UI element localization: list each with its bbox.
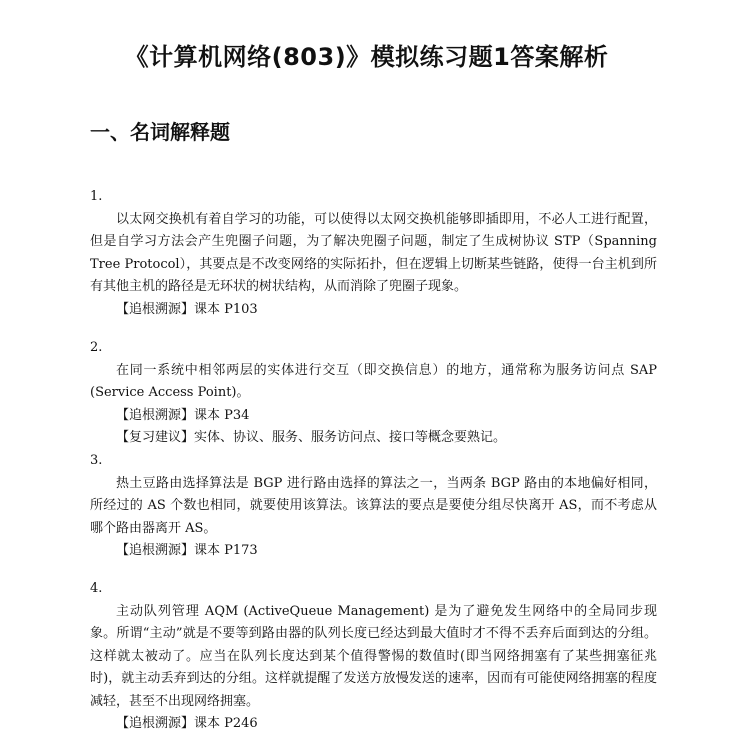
item-number: 1. [90,189,103,204]
item-body: 在同一系统中相邻两层的实体进行交互（即交换信息）的地方，通常称为服务访问点 SAP (Service Access Point)。 [90,362,657,400]
item-number: 2. [90,340,103,355]
item-body: 主动队列管理 AQM (ActiveQueue Management) 是为了避免发生网络中的全局同步现象。所谓“主动”就是不要等到路由器的队列长度已经达到最大值时才不得不丢弃后面到达的分组。这样就太被动了。应当在队列长度达到某个值得警惕的数值时(即当网络拥塞有了某些拥塞征兆时)，就主动丢弃到达的分组。这样就提醒了发送方放慢发送的速率，因而有可能使网络拥塞的程度减轻，甚至不出现网络拥塞。 [90,603,657,709]
item-number: 4. [90,581,103,596]
item-body: 以太网交换机有着自学习的功能，可以使得以太网交换机能够即插即用，不必人工进行配置，但是自学习方法会产生兜圈子问题，为了解决兜圈子问题，制定了生成树协议 STP（Spanning Tree Protocol），其要点是不改变网络的实际拓扑，但在逻辑上切断某些链路，使得一台主机到所有其他主机的路径是无环状的树状结构，从而消除了兜圈子现象。 [90,211,657,294]
source-note: 【追根溯源】课本 P246 [116,716,258,731]
source-note: 【追根溯源】课本 P103 [116,301,258,317]
answer-item-3 [90,450,657,563]
item-number: 3. [90,453,103,468]
answer-item-2 [90,337,657,450]
answer-item-4 [90,578,657,736]
source-note: 【追根溯源】课本 P34 [116,407,250,423]
review-advice-note: 【复习建议】实体、协议、服务、服务访问点、接口等概念要熟记。 [116,430,507,445]
source-note: 【追根溯源】课本 P173 [116,543,258,558]
item-body: 热土豆路由选择算法是 BGP 进行路由选择的算法之一，当两条 BGP 路由的本地偏好相同，所经过的 AS 个数也相同，就要使用该算法。该算法的要点是要使分组尽快离开 AS，而不考虑从哪个路由器离开 AS。 [90,475,657,536]
answer-item-1 [90,186,657,321]
page-title: 《计算机网络(803)》模拟练习题1答案解析 [124,43,609,71]
section-heading: 一、名词解释题 [90,120,230,144]
